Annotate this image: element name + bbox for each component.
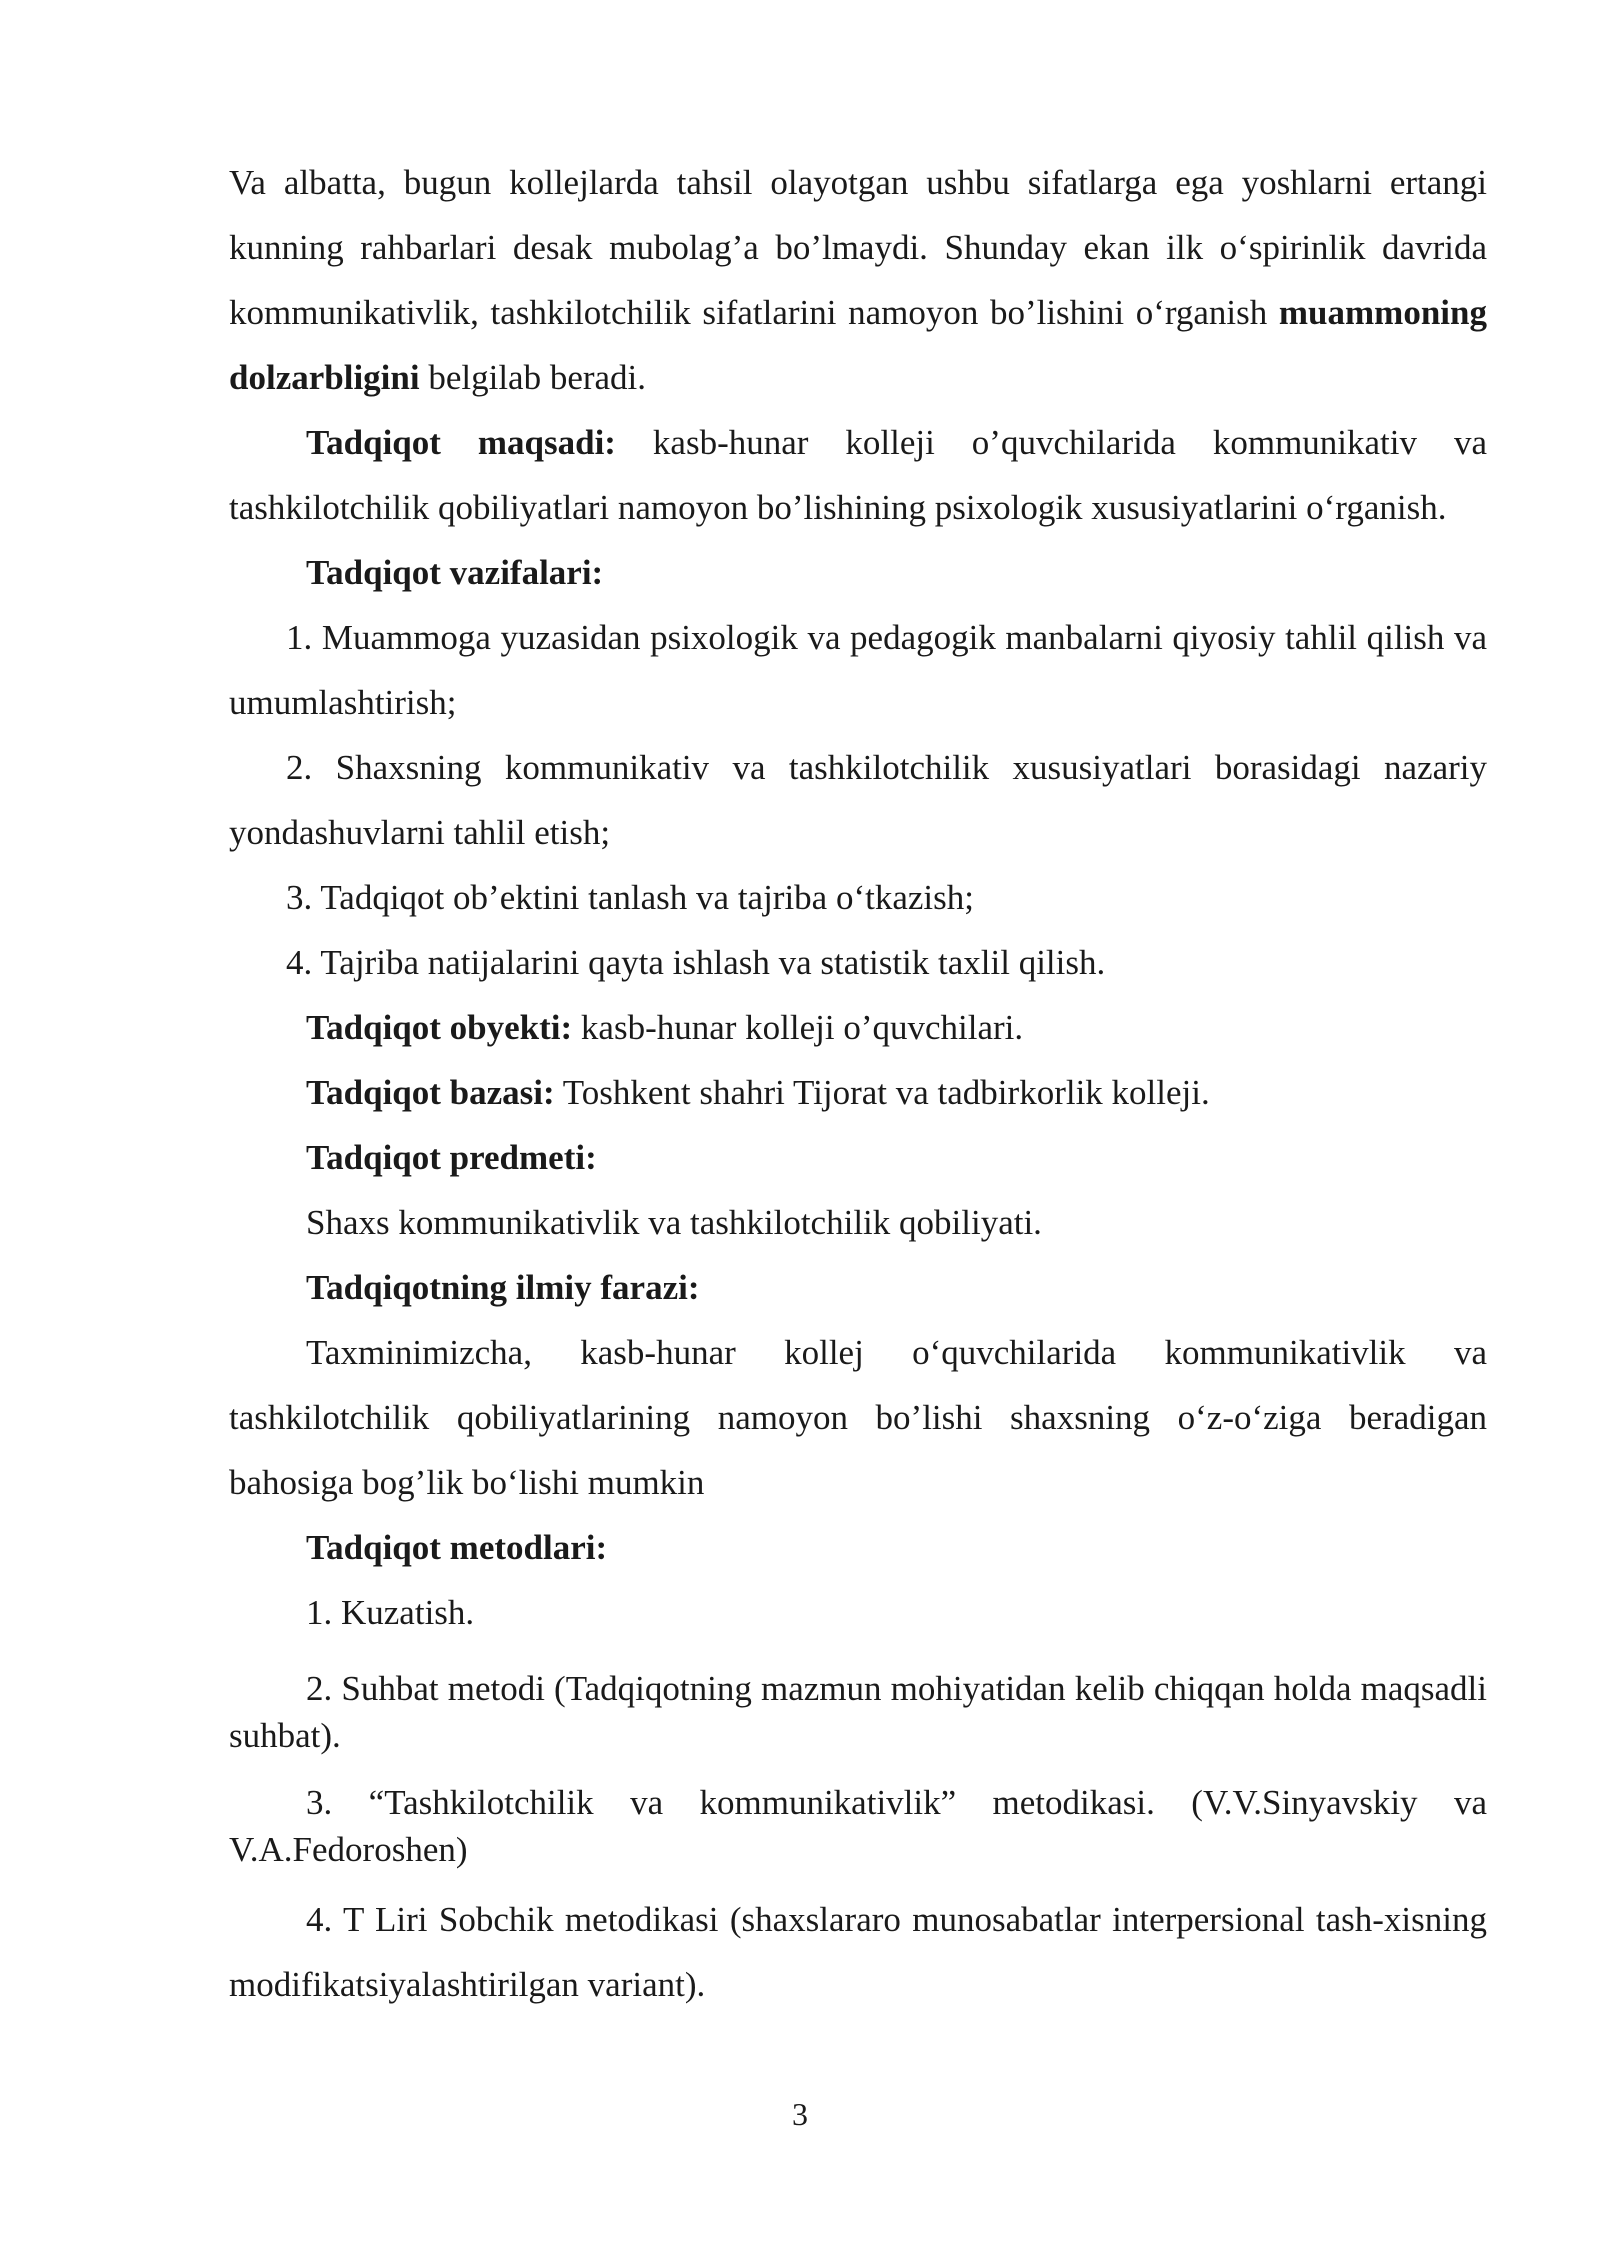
base-text: Toshkent shahri Tijorat va tadbirkorlik kolleji. xyxy=(554,1073,1210,1112)
method-item-3: 3. “Tashkilotchilik va kommunikativlik” metodikasi. (V.V.Sinyavskiy va V.A.Fedoroshen) xyxy=(229,1783,1487,1869)
goal-paragraph xyxy=(229,410,1487,540)
object-label: Tadqiqot obyekti: xyxy=(306,1008,573,1047)
intro-paragraph: Va albatta, bugun kollejlarda tahsil olayotgan ushbu sifatlarga ega yoshlarni ertangi kunning rahbarlari desak mubolag’a bo’lmaydi. Shunday ekan ilk o‘spirinlik davrida kommunikativlik, tashkilotchilik sifatlarini namoyon bo’lishini o‘rganish muammoning dolzarbligini belgilab beradi. xyxy=(229,163,1487,397)
method-item-2: 2. Suhbat metodi (Tadqiqotning mazmun mohiyatidan kelib chiqqan holda maqsadli suhbat). xyxy=(229,1669,1487,1755)
task-item-4: 4. Tajriba natijalarini qayta ishlash va statistik taxlil qilish. xyxy=(286,943,1106,982)
object-paragraph xyxy=(229,995,1487,1060)
methods-heading: Tadqiqot metodlari: xyxy=(306,1528,608,1567)
subject-heading: Tadqiqot predmeti: xyxy=(306,1138,597,1177)
goal-text: kasb-hunar kolleji o’quvchilarida kommunikativ va tashkilotchilik qobiliyatlari namoyon bo’lishining psixologik xususiyatlarini o‘rganish. xyxy=(229,423,1487,527)
tasks-heading: Tadqiqot vazifalari: xyxy=(306,553,604,592)
base-label: Tadqiqot bazasi: xyxy=(306,1073,555,1112)
page-number: 3 xyxy=(792,2096,808,2132)
hypothesis-heading: Tadqiqotning ilmiy farazi: xyxy=(306,1268,700,1307)
base-paragraph xyxy=(229,1060,1487,1125)
document-page xyxy=(229,150,1487,2017)
goal-label: Tadqiqot maqsadi: xyxy=(306,423,616,462)
object-text: kasb-hunar kolleji o’quvchilari. xyxy=(572,1008,1024,1047)
task-item-1: 1. Muammoga yuzasidan psixologik va pedagogik manbalarni qiyosiy tahlil qilish va umumlashtirish; xyxy=(229,618,1487,722)
task-item-2: 2. Shaxsning kommunikativ va tashkilotchilik xususiyatlari borasidagi nazariy yondashuvlarni tahlil etish; xyxy=(229,748,1487,852)
method-item-4: 4. T Liri Sobchik metodikasi (shaxslararo munosabatlar interpersional tash-xisning modifikatsiyalashtirilgan variant). xyxy=(229,1900,1487,2004)
task-item-3: 3. Tadqiqot ob’ektini tanlash va tajriba o‘tkazish; xyxy=(286,878,974,917)
method-item-1: 1. Kuzatish. xyxy=(306,1593,475,1632)
relevance-bold: muammoning dolzarbligini xyxy=(229,293,1487,397)
subject-text: Shaxs kommunikativlik va tashkilotchilik qobiliyati. xyxy=(306,1203,1042,1242)
hypothesis-text: Taxminimizcha, kasb-hunar kollej o‘quvchilarida kommunikativlik va tashkilotchilik qobiliyatlarining namoyon bo’lishi shaxsning o‘z-o‘ziga beradigan bahosiga bog’lik bo‘lishi mumkin xyxy=(229,1333,1487,1502)
